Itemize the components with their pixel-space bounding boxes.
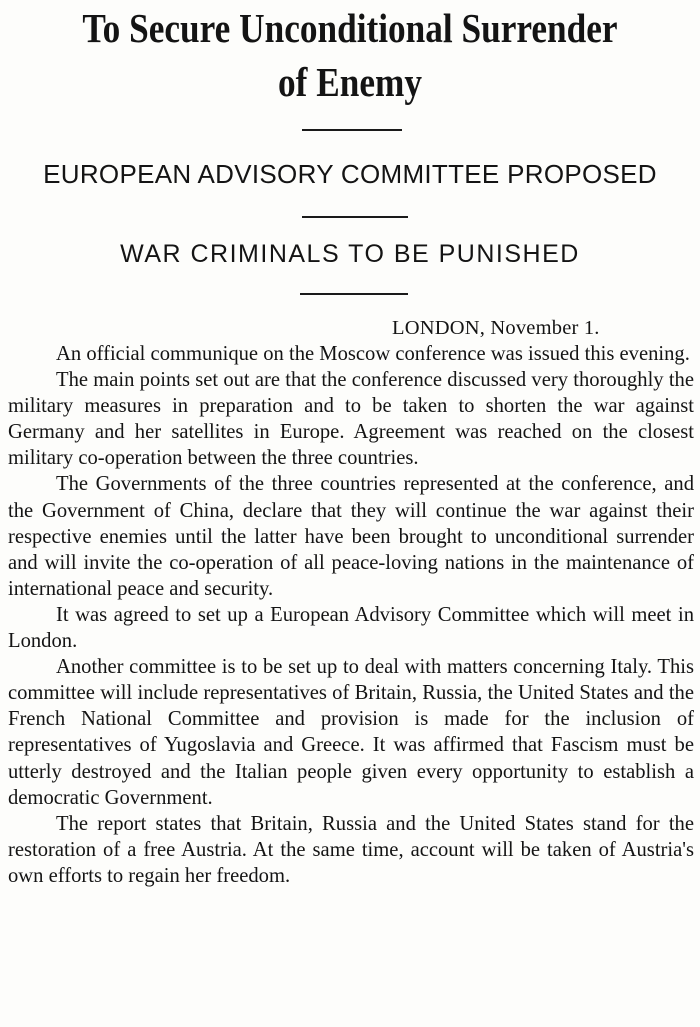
- dateline: LONDON, November 1.: [392, 317, 600, 339]
- paragraph-austria: The report states that Britain, Russia and the United States stand for the restoration of a free Austria. At the same time, account will be taken of Austria's own efforts to regain her freedom.: [8, 812, 694, 887]
- divider-rule-1: [302, 129, 402, 131]
- paragraph-communique: An official communique on the Moscow conference was issued this evening.: [56, 343, 690, 365]
- paragraph-governments-declaration: The Governments of the three countries represented at the conference, and the Government of China, declare that they will continue the war against their respective enemies until the latter have been brought to unconditional surrender and will invite the co-operation of all peace-loving nations in the maintenance of international peace and security.: [8, 473, 694, 600]
- paragraph-military-measures: The main points set out are that the conference discussed very thoroughly the military measures in preparation and to be taken to shorten the war against Germany and her satellites in Europe. Agreement was reached on the closest military co-operation between the three countries.: [8, 369, 694, 470]
- subheading-committee: EUROPEAN ADVISORY COMMITTEE PROPOSED: [43, 159, 657, 189]
- subheading-war-criminals: WAR CRIMINALS TO BE PUNISHED: [120, 240, 580, 268]
- headline-line-2: of Enemy: [278, 59, 422, 105]
- divider-rule-3: [300, 293, 408, 295]
- article-body: [8, 341, 694, 889]
- headline-line-1: To Secure Unconditional Surrender: [82, 5, 618, 51]
- paragraph-italy-committee: Another committee is to be set up to deal with matters concerning Italy. This committee will include representatives of Britain, Russia, the United States and the French National Committee and provision is made for the inclusion of representatives of Yugoslavia and Greece. It was affirmed that Fascism must be utterly destroyed and the Italian people given every opportunity to establish a democratic Government.: [8, 656, 694, 809]
- divider-rule-2: [302, 216, 408, 218]
- paragraph-advisory-committee: It was agreed to set up a European Advisory Committee which will meet in London.: [8, 603, 694, 653]
